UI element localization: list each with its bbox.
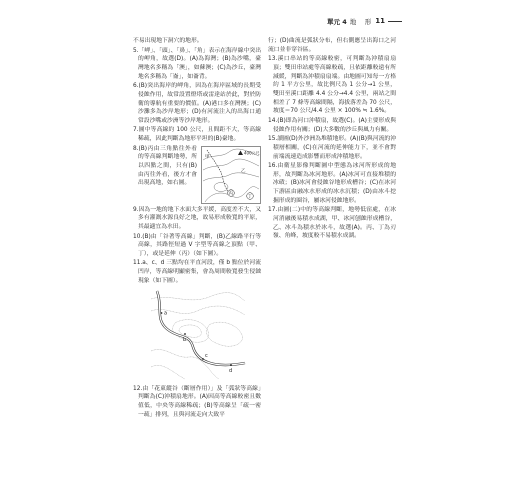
topographic-map-figure-2 xyxy=(149,289,247,381)
page-header xyxy=(326,15,402,27)
summit-triangle-icon xyxy=(238,150,243,155)
hill-contour xyxy=(214,182,228,191)
figure2-label-c: c xyxy=(205,352,208,359)
answer-7: 7.圖中等高線約 100 公尺，且間距不大，等高線稀疏，因此判斷為地形平坦的(B)臺地。 xyxy=(133,127,261,143)
answer-11: 11.a、c、d 三點均在平直河段，僅 b 點位於河流凹岸，等高線明顯密集，會為周間較寬發生侵蝕現象（如下圖）。 xyxy=(133,260,261,284)
contour-line xyxy=(151,292,245,300)
contour-line xyxy=(203,172,259,180)
contour-line xyxy=(151,349,219,379)
point-marker xyxy=(184,333,186,335)
figure1-label-jia: 甲 xyxy=(205,154,210,160)
figure2-label-a: a xyxy=(164,310,168,317)
figure2-label-d: d xyxy=(229,367,233,374)
page-number: 11 xyxy=(375,17,385,25)
header-rule xyxy=(388,21,402,22)
answer-12: 12.由「花東縱谷（斷層作用）」及「弧狀等高線」判斷為(C)沖積扇地形。(A)因高等高線較密且數值低，中央等高線稀疏；(B)等高線呈「疏一密一疏」排列，且與河流走向大致平 xyxy=(133,385,261,418)
point-marker xyxy=(202,358,204,360)
left-column xyxy=(133,37,261,420)
answer-13: 13.溪口串站的等高線較密，可判斷為沖積扇扇頂；雙田串站處等高線較疏，且依距離較遠有所減緩，判斷為沖積扇扇端。由地圖可知每一方格約 1 平方公里，故比例尺為 1 公分→1 公里，雙田至溪口距離 4.4 公分→4.4 公里，兩站之間相差了 7 條等高線間隔，海拔落差為 70 公尺，坡度＝70 公尺/4.4 公里 × 100% ≒ 1.6%。 xyxy=(268,56,396,115)
contour-line xyxy=(151,365,185,379)
chapter-title: 地 形 xyxy=(349,17,373,26)
contour-line xyxy=(207,322,243,346)
answer-8: 8.(B)丙由三角點往外看的等高線判斷地勢，所以四點之間，只有(B)由丙往外看，後方才會出現高地，如右圖。 xyxy=(133,145,197,187)
answer-6: 6.(B)突出海岸的岬角，因為在海岸區域的長期受侵蝕作用，故常設置燈塔或雷達站於此，對於防衛的導航有重要的價值。(A)港口多在灣澳；(C)沙灘多為沙岸地形；(D)有河流注入的出海口通常設沙嘴或沙洲等沙岸地形。 xyxy=(133,83,261,124)
answer-8-block xyxy=(133,145,261,206)
answer-9: 9.因為一地的地下水面大多平緩，高度差不大，又多有灌溉水源良好之地，故易形成較寬的平原，其最適宜為水田。 xyxy=(133,206,261,231)
figure1-label-bing: 丙 xyxy=(228,191,234,197)
point-marker xyxy=(161,312,163,314)
figure1-label-yi: 乙 xyxy=(241,168,246,174)
answer-16: 16.由衛星影像判斷圖中型態為冰河所形成的地形，故判斷為冰河地形。(A)冰河可直接堆積的冰磧；(B)冰河會侵蝕谷地形成槽谷；(C)在冰河下游區由融冰水形成的冰水沉積；(D)由冰斗挖掘形成的圈谷，屬冰河侵蝕地形。 xyxy=(268,163,396,204)
answer-10: 10.(B)由「谷著等高線」判斷，(B)乙線路平行等高線，其路徑短過 V 字型等高線之頂點（甲、丁），或是延伸（丙）（如下圖）。 xyxy=(133,233,261,257)
contour-line xyxy=(173,319,209,342)
figure2-label-b: b xyxy=(183,336,187,343)
answer-15: 15.讀圖(D)外沙洲為堆積地形。(A)(B)與河流的沖積層相關，(C)在河流的延伸能力下，並不會對前端流速造成影響而形成沖積地形。 xyxy=(268,136,396,160)
figure1-label-ding: 丁 xyxy=(247,194,253,200)
answer-12-continuation: 行；(D)曲流是弧狀分布，但右側應呈出海口之河流口並非穿谷區。 xyxy=(268,38,396,53)
unit-label: 單元 4 xyxy=(326,17,347,26)
answer-5: 5.「岬」、「頭」、「鼻」、「角」表示在海岸線中突出的岬角，故選(D)。(A)為海灣；(B)為沙嘴，臺灣地名多稱為「澳」，如蘇澳；(C)為沙丘，臺灣地名多稱為「崙」，如崙背。 xyxy=(133,47,261,80)
river xyxy=(157,291,245,365)
answer-14: 14.(B)即為河口沖積扇，故選(C)。(A)主要形成與侵蝕作用有關；(D)大多數的沙丘與風力有關。 xyxy=(268,117,396,133)
answer-continuation: 不易出現地下洞穴的地形。 xyxy=(133,38,203,44)
point-marker xyxy=(230,364,232,366)
answer-17: 17.由圖(二)中的等高線判斷，地勢低窪處，在冰河消融後易積水成湖，甲、冰河刨蝕形成槽谷，乙、冰斗為積水於冰斗，故選(A)。丙、丁為刃嶺、角峰，坡度較不易積水成湖。 xyxy=(268,207,396,240)
figure1-elevation-label: 400公尺 xyxy=(244,150,260,156)
river-channel xyxy=(157,291,245,365)
topographic-map-figure-1 xyxy=(201,146,261,204)
contour-line xyxy=(203,159,259,170)
right-column xyxy=(268,37,396,242)
